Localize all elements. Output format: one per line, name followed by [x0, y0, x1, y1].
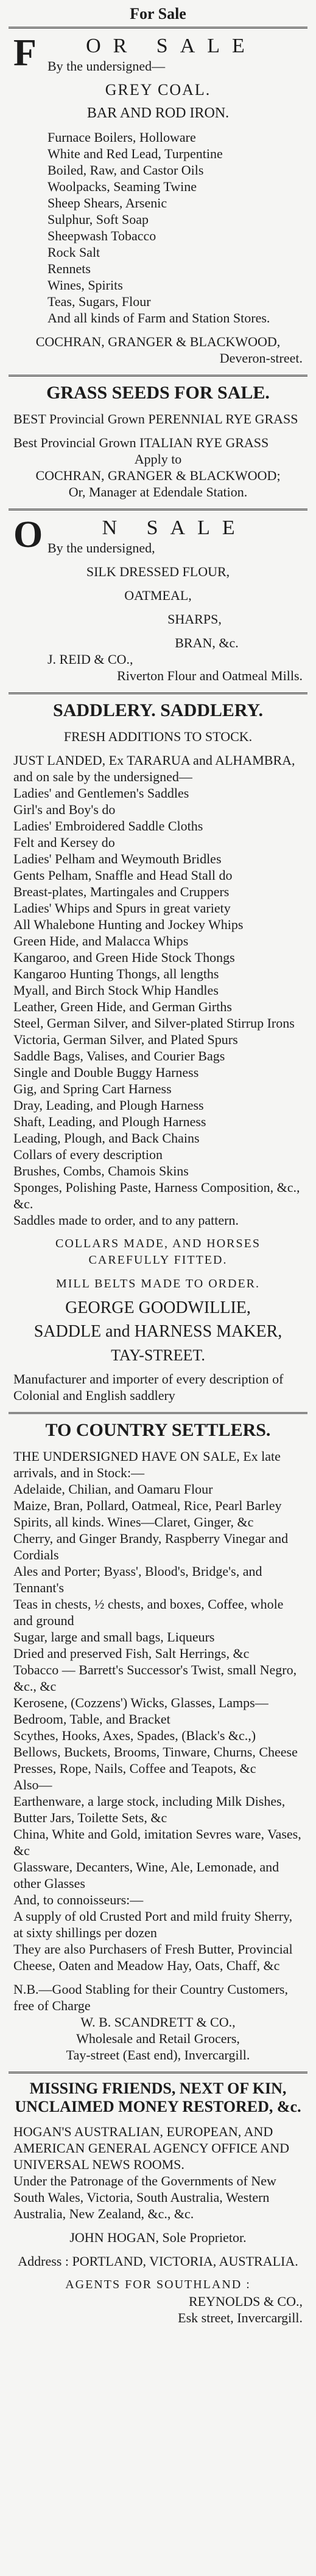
ad-item: Kangaroo Hunting Thongs, all lengths [13, 966, 219, 981]
ad-item: Dray, Leading, and Plough Harness [13, 1098, 204, 1113]
ad-footer: Manufacturer and importer of every description of Colonial and English saddlery [13, 1371, 284, 1403]
ad-item: Kangaroo, and Green Hide Stock Thongs [13, 950, 235, 965]
ad-item: A supply of old Crusted Port and mild fruity Sherry, at sixty shillings per dozen [13, 1909, 293, 1940]
ad-item: Girl's and Boy's do [13, 802, 116, 817]
ad-item: Victoria, German Silver, and Plated Spurs [13, 1032, 238, 1047]
ad-title: MISSING FRIENDS, NEXT OF KIN, UNCLAIMED MONEY RESTORED, &c. [15, 2080, 301, 2115]
ad-address: TAY-STREET. [111, 1346, 205, 1364]
ad-item: Scythes, Hooks, Axes, Spades, (Black's &c.,) Bellows, Buckets, Brooms, Tinware, Churns, Cheese Presses, Rope, Nails, Coffee and Teapots, &c [13, 1728, 298, 1776]
ad-title: SADDLERY. SADDLERY. [53, 700, 263, 720]
ad-item: Sponges, Polishing Paste, Harness Composition, &c., &c. [13, 1180, 300, 1211]
ad-address: Tay-street (East end), Invercargill. [66, 2047, 250, 2063]
ad-address: Or, Manager at Edendale Station. [68, 484, 248, 500]
ad-note: COLLARS MADE, AND HORSES CAREFULLY FITTED. [55, 1237, 261, 1267]
ad-apply: Apply to [134, 451, 182, 467]
ad-note: N.B.—Good Stabling for their Country Customers, free of Charge [13, 1982, 288, 2013]
ad-item: Brushes, Combs, Chamois Skins [13, 1163, 189, 1178]
ad-item: Green Hide, and Malacca Whips [13, 933, 189, 949]
ad-item: Ladies' Embroidered Saddle Cloths [13, 818, 203, 834]
ad-item: Earthenware, a large stock, including Milk Dishes, Butter Jars, Toilette Sets, &c [13, 1794, 286, 1825]
dropcap: F [13, 32, 37, 74]
ad-item: Teas, Sugars, Flour [47, 294, 151, 309]
ad-item: Collars of every description [13, 1147, 163, 1162]
ad-address: Deveron-street. [219, 350, 303, 366]
ad-item: Leading, Plough, and Back Chains [13, 1130, 200, 1146]
ad-item: Steel, German Silver, and Silver-plated Stirrup Irons [13, 1015, 295, 1031]
ad-item: Single and Double Buggy Harness [13, 1065, 199, 1080]
ad-firm: W. B. SCANDRETT & CO., [80, 2014, 236, 2030]
ad-trade: SADDLE and HARNESS MAKER, [33, 1322, 283, 1341]
ad-item: THE UNDERSIGNED HAVE ON SALE, Ex late arrivals, and in Stock:— [13, 1449, 281, 1480]
ad-item: And, to connoisseurs:— [13, 1892, 144, 1907]
ad-item: and on sale by the undersigned— [13, 769, 192, 784]
ad-product: BAR AND ROD IRON. [86, 105, 230, 121]
ad-item: Glassware, Decanters, Wine, Ale, Lemonade, and other Glasses [13, 1859, 279, 1891]
ad-item: White and Red Lead, Turpentine [47, 146, 223, 161]
ad-item: All Whalebone Hunting and Jockey Whips [13, 917, 244, 932]
ad-item: Rennets [47, 261, 91, 276]
ad-grey-coal [9, 29, 307, 377]
ad-firm: J. REID & CO., [47, 652, 133, 667]
ad-item: Under the Patronage of the Governments of New South Wales, Victoria, South Australia, Western Australia, New Zealand, &c., &c. [13, 2173, 276, 2221]
ad-item: Rock Salt [47, 245, 100, 260]
ad-item: They are also Purchasers of Fresh Butter, Provincial Cheese, Oaten and Meadow Hay, Oats, Chaff, &c [13, 1941, 293, 1973]
ad-item: Wines, Spirits [47, 277, 123, 293]
ad-firm: GEORGE GOODWILLIE, [65, 1298, 251, 1317]
ad-item: Kerosene, (Cozzens') Wicks, Glasses, Lamps—Bedroom, Table, and Bracket [13, 1695, 269, 1727]
ad-item: Adelaide, Chilian, and Oamaru Flour [13, 1481, 213, 1497]
ad-item: Tobacco — Barrett's Successor's Twist, small Negro, &c., &c [13, 1662, 297, 1694]
ad-item: Shaft, Leading, and Plough Harness [13, 1114, 206, 1129]
ad-item: Saddles made to order, and to any pattern. [13, 1213, 239, 1228]
ad-item: Maize, Bran, Pollard, Oatmeal, Rice, Pearl Barley [13, 1498, 282, 1513]
ad-flour [9, 510, 307, 694]
dropcap: O [13, 514, 43, 555]
ad-item: OATMEAL, [124, 588, 192, 603]
ad-agents: AGENTS FOR SOUTHLAND : [65, 2278, 251, 2291]
ad-proprietor: JOHN HOGAN, Sole Proprietor. [69, 2230, 247, 2245]
ad-item: Teas in chests, ½ chests, and boxes, Coffee, whole and ground [13, 1596, 284, 1628]
ad-by-line: By the undersigned, [47, 540, 155, 555]
ad-item: Spirits, all kinds. Wines—Claret, Ginger, &c [13, 1514, 254, 1530]
ad-item: Cherry, and Ginger Brandy, Raspberry Vinegar and Cordials [13, 1531, 289, 1562]
ad-by-line: By the undersigned— [47, 58, 166, 74]
ad-item: BRAN, &c. [175, 635, 239, 650]
ad-address: Riverton Flour and Oatmeal Mills. [117, 668, 303, 683]
ad-item: Ladies' Pelham and Weymouth Bridles [13, 851, 222, 866]
ad-item: Felt and Kersey do [13, 835, 115, 850]
ad-item: BEST Provincial Grown PERENNIAL RYE GRASS [13, 411, 298, 426]
ad-item: HOGAN'S AUSTRALIAN, EUROPEAN, AND AMERICAN GENERAL AGENCY OFFICE AND UNIVERSAL NEWS ROOMS. [13, 2124, 290, 2172]
ad-note: MILL BELTS MADE TO ORDER. [55, 1277, 261, 1290]
ad-item: Ales and Porter; Byass', Blood's, Bridge's, and Tennant's [13, 1564, 262, 1595]
ad-item: Furnace Boilers, Holloware [47, 130, 196, 145]
ad-item: Also— [13, 1777, 52, 1792]
ad-item: Dried and preserved Fish, Salt Herrings, &c [13, 1646, 250, 1661]
ad-address: Address : PORTLAND, VICTORIA, AUSTRALIA. [18, 2254, 298, 2269]
ad-firm: REYNOLDS & CO., [188, 2294, 303, 2309]
ad-item: Ladies' Whips and Spurs in great variety [13, 900, 231, 916]
ad-item: SILK DRESSED FLOUR, [86, 564, 230, 579]
ad-item: Ladies' and Gentlemen's Saddles [13, 785, 189, 801]
ad-item: Myall, and Birch Stock Whip Handles [13, 983, 219, 998]
ad-item: Sulphur, Soft Soap [47, 212, 149, 227]
ad-trade: Wholesale and Retail Grocers, [76, 2031, 240, 2046]
ad-item: JUST LANDED, Ex TARARUA and ALHAMBRA, [13, 753, 295, 768]
ad-item: Breast-plates, Martingales and Cruppers [13, 884, 230, 899]
ad-heading: N SALE [102, 517, 247, 539]
ad-item: China, White and Gold, imitation Sevres ware, Vases, &c [13, 1826, 301, 1858]
ad-item: Woolpacks, Seaming Twine [47, 179, 197, 194]
ad-item: Leather, Green Hide, and German Girths [13, 999, 232, 1014]
ad-title: TO COUNTRY SETTLERS. [45, 1420, 271, 1440]
ad-firm: COCHRAN, GRANGER & BLACKWOOD, [35, 334, 281, 349]
ad-grass-seeds [9, 377, 307, 510]
ad-missing-friends [9, 2073, 307, 2334]
ad-item: And all kinds of Farm and Station Stores. [47, 310, 270, 325]
ad-address: Esk street, Invercargill. [178, 2310, 303, 2325]
ad-firm: COCHRAN, GRANGER & BLACKWOOD; [35, 468, 281, 483]
ad-country-settlers [9, 1414, 307, 2073]
ad-subtitle: FRESH ADDITIONS TO STOCK. [63, 729, 253, 744]
ad-item: Sugar, large and small bags, Liqueurs [13, 1629, 215, 1645]
ad-product: GREY COAL. [105, 81, 211, 99]
ad-heading: OR SALE [86, 35, 257, 57]
ad-item: Gig, and Spring Cart Harness [13, 1081, 172, 1096]
ad-item: Saddle Bags, Valises, and Courier Bags [13, 1048, 225, 1063]
ad-item: Best Provincial Grown ITALIAN RYE GRASS [13, 435, 269, 450]
ad-item: Gents Pelham, Snaffle and Head Stall do [13, 868, 233, 883]
ad-saddlery [9, 694, 307, 1414]
ad-title: GRASS SEEDS FOR SALE. [46, 383, 270, 403]
ad-item: Sheepwash Tobacco [47, 228, 156, 243]
ad-item: SHARPS, [167, 611, 222, 627]
ads-column [9, 0, 307, 2334]
ad-item: Boiled, Raw, and Castor Oils [47, 162, 204, 178]
ad-item: Sheep Shears, Arsenic [47, 195, 167, 211]
section-header: For Sale [9, 0, 307, 29]
